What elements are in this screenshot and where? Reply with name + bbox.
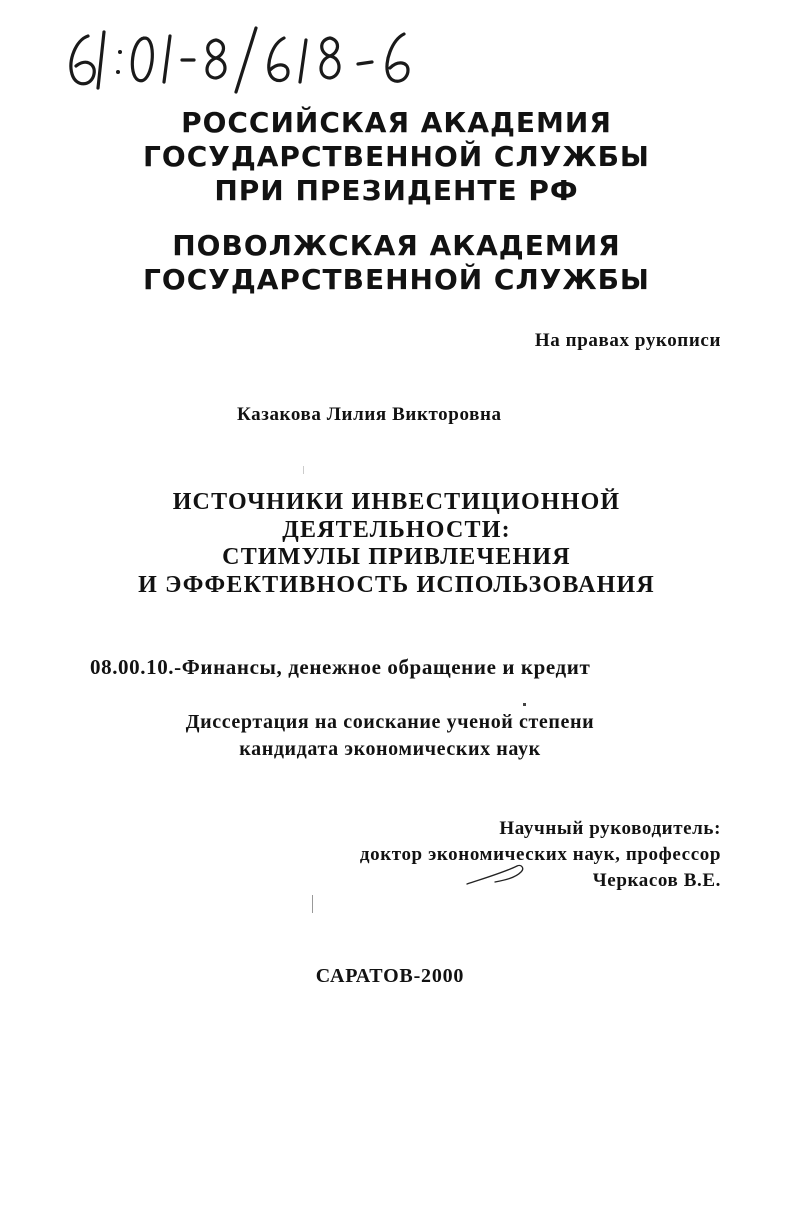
degree-statement [0, 709, 780, 763]
city-year: САРАТОВ-2000 [315, 965, 465, 987]
manuscript-note: На правах рукописи [534, 330, 721, 351]
author-name: Казакова Лилия Викторовна [237, 404, 502, 425]
degree-line: Диссертация на соискание ученой степени [185, 711, 595, 733]
archive-stamp-text [58, 8, 65, 9]
scan-mark [303, 466, 304, 474]
dissertation-title [0, 489, 793, 599]
supervisor-block [360, 816, 721, 894]
title-line: ИСТОЧНИКИ ИНВЕСТИЦИОННОЙ [172, 489, 621, 515]
organization-line: РОССИЙСКАЯ АКАДЕМИЯ [181, 106, 612, 139]
title-line: И ЭФФЕКТИВНОСТЬ ИСПОЛЬЗОВАНИЯ [138, 571, 655, 598]
scan-speck [523, 703, 526, 706]
specialty-code: 08.00.10.-Финансы, денежное обращение и кредит [90, 655, 591, 679]
organization-line: ГОСУДАРСТВЕННОЙ СЛУЖБЫ [143, 263, 650, 296]
supervisor-rank: доктор экономических наук, профессор [359, 844, 721, 865]
scan-mark [312, 895, 313, 913]
supervisor-name: Черкасов В.Е. [592, 870, 721, 891]
archive-stamp-handwritten [58, 8, 428, 98]
organization-line: ГОСУДАРСТВЕННОЙ СЛУЖБЫ [143, 140, 650, 173]
organization-line: ПРИ ПРЕЗИДЕНТЕ РФ [214, 174, 579, 207]
title-line: ДЕЯТЕЛЬНОСТИ: [282, 516, 511, 543]
title-line: СТИМУЛЫ ПРИВЛЕЧЕНИЯ [222, 544, 571, 570]
organization-block-1 [0, 106, 793, 208]
organization-line: ПОВОЛЖСКАЯ АКАДЕМИЯ [172, 229, 621, 262]
supervisor-label: Научный руководитель: [499, 818, 721, 839]
degree-line: кандидата экономических наук [239, 738, 541, 760]
supervisor-signature [465, 860, 535, 890]
organization-block-2 [0, 229, 793, 297]
handwritten-stamp-drawing [58, 8, 428, 98]
